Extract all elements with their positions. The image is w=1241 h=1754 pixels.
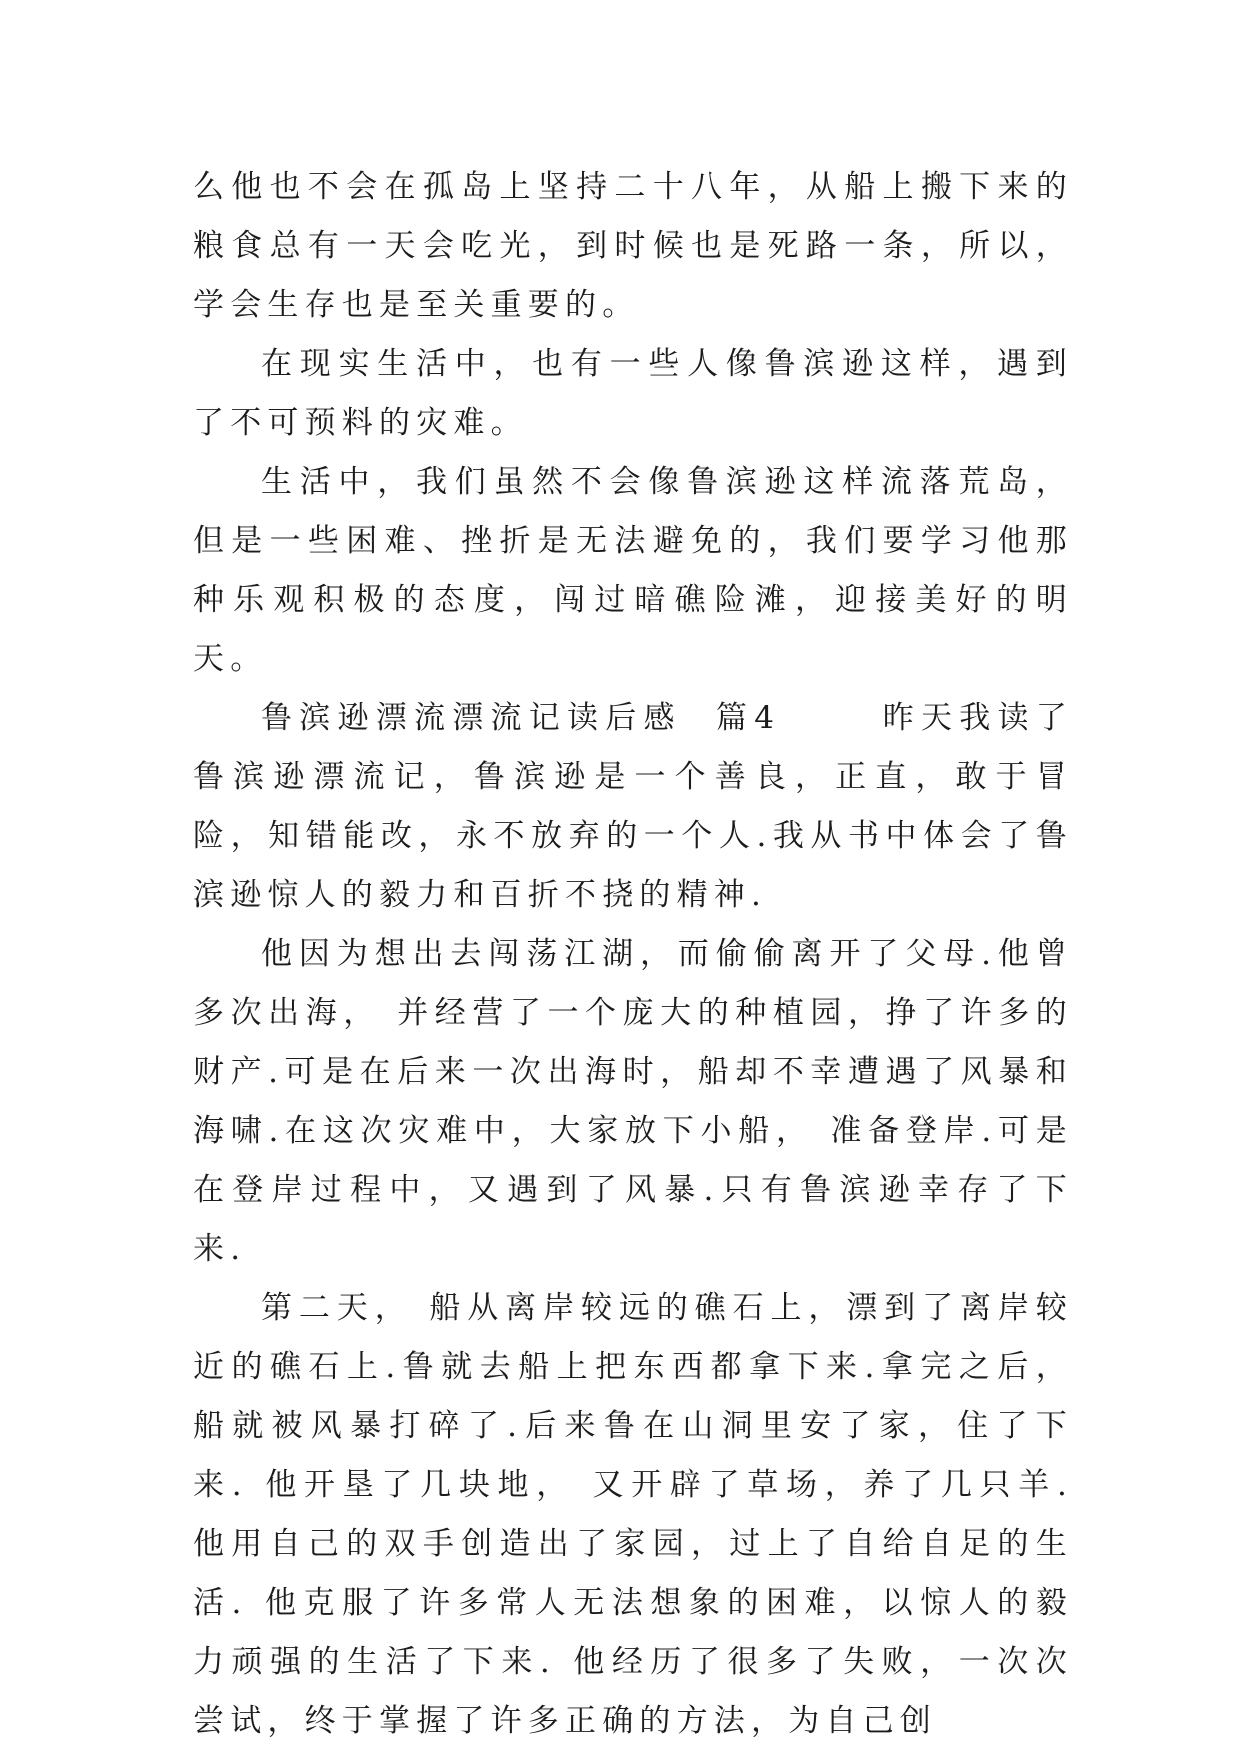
paragraph-3: 生活中，我们虽然不会像鲁滨逊这样流落荒岛，但是一些困难、挫折是无法避免的，我们要学习他那种乐观积极的态度，闯过暗礁险滩，迎接美好的明天。	[193, 464, 1073, 677]
paragraph-2: 在现实生活中，也有一些人像鲁滨逊这样，遇到了不可预料的灾难。	[193, 346, 1073, 441]
body-text	[193, 158, 1073, 1751]
paragraph-6: 第二天， 船从离岸较远的礁石上，漂到了离岸较近的礁石上.鲁就去船上把东西都拿下来.拿完之后，船就被风暴打碎了.后来鲁在山洞里安了家，住了下来. 他开垦了几块地， 又开辟了草场，养了几只羊.他用自己的双手创造出了家园，过上了自给自足的生活. 他克服了许多常人无法想象的困难，以惊人的毅力顽强的生活了下来. 他经历了很多了失败，一次次尝试，终于掌握了许多正确的方法，为自己创	[193, 1290, 1073, 1739]
paragraph-1: 么他也不会在孤岛上坚持二十八年，从船上搬下来的粮食总有一天会吃光，到时候也是死路一条，所以，学会生存也是至关重要的。	[193, 169, 1073, 323]
paragraph-5: 他因为想出去闯荡江湖，而偷偷离开了父母.他曾多次出海， 并经营了一个庞大的种植园，挣了许多的财产.可是在后来一次出海时，船却不幸遭遇了风暴和海啸.在这次灾难中，大家放下小船， 准备登岸.可是在登岸过程中，又遇到了风暴.只有鲁滨逊幸存了下来.	[193, 936, 1073, 1267]
paragraph-4: 鲁滨逊漂流漂流记读后感 篇4 昨天我读了鲁滨逊漂流记，鲁滨逊是一个善良，正直，敢于冒险，知错能改，永不放弃的一个人.我从书中体会了鲁滨逊惊人的毅力和百折不挠的精神.	[193, 700, 1073, 913]
